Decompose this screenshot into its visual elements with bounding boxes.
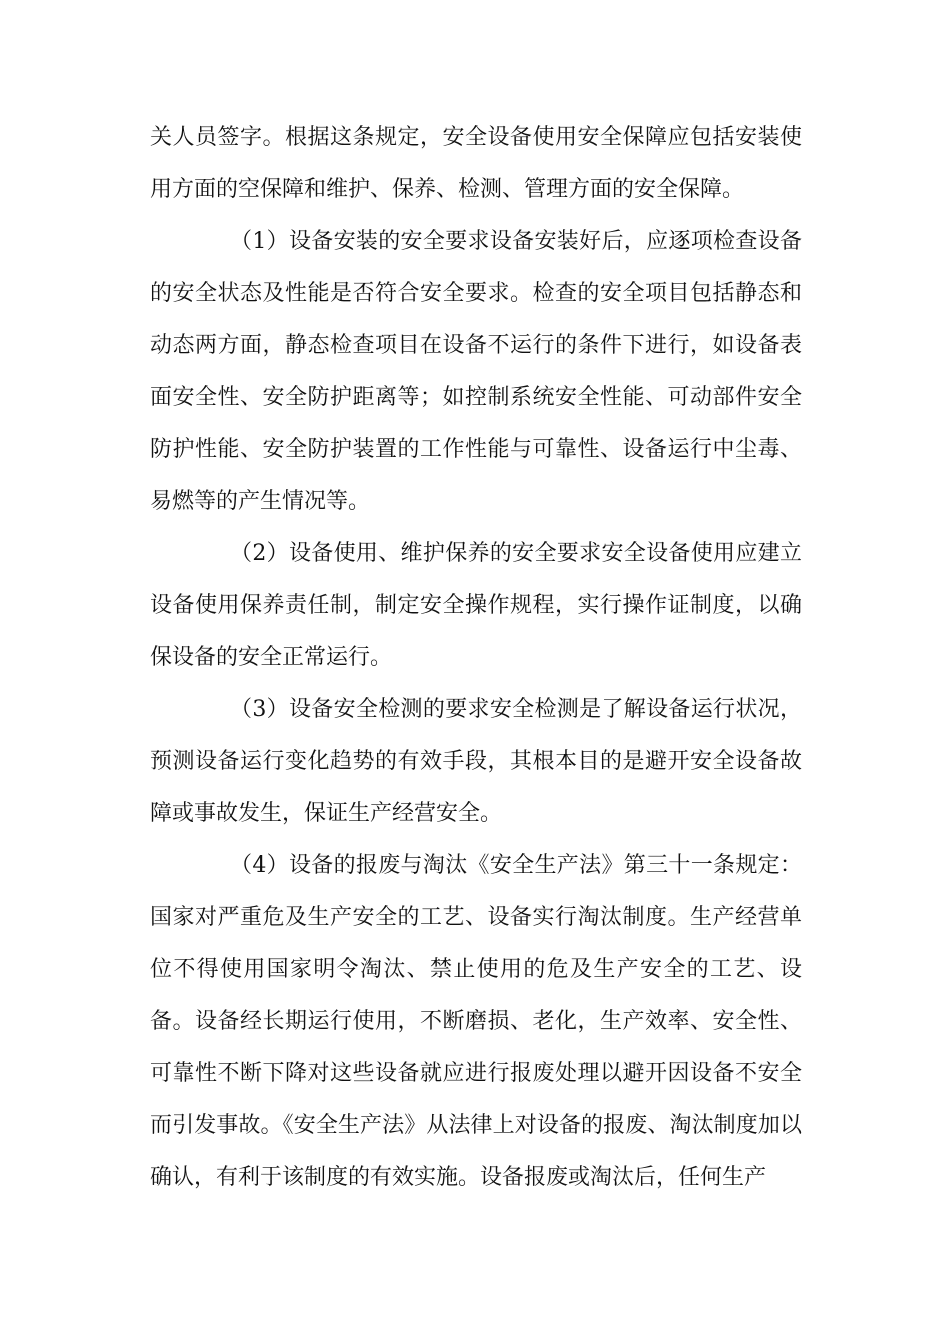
document-body [150,112,802,1204]
paragraph-3: （2）设备使用、维护保养的安全要求安全设备使用应建立设备使用保养责任制，制定安全操作规程，实行操作证制度，以确保设备的安全正常运行。 [150,541,802,670]
paragraph-2: （1）设备安装的安全要求设备安装好后，应逐项检查设备的安全状态及性能是否符合安全要求。检查的安全项目包括静态和动态两方面，静态检查项目在设备不运行的条件下进行，如设备表面安全性、安全防护距离等；如控制系统安全性能、可动部件安全防护性能、安全防护装置的工作性能与可靠性、设备运行中尘毒、易燃等的产生情况等。 [150,229,802,514]
paragraph-5: （4）设备的报废与淘汰《安全生产法》第三十一条规定：国家对严重危及生产安全的工艺、设备实行淘汰制度。生产经营单位不得使用国家明令淘汰、禁止使用的危及生产安全的工艺、设备。设备经长期运行使用，不断磨损、老化，生产效率、安全性、可靠性不断下降对这些设备就应进行报废处理以避开因设备不安全而引发事故。《安全生产法》从法律上对设备的报废、淘汰制度加以确认，有利于该制度的有效实施。设备报废或淘汰后，任何生产 [150,853,802,1190]
paragraph-1: 关人员签字。根据这条规定，安全设备使用安全保障应包括安装使用方面的空保障和维护、保养、检测、管理方面的安全保障。 [150,125,802,202]
paragraph-4: （3）设备安全检测的要求安全检测是了解设备运行状况，预测设备运行变化趋势的有效手段，其根本目的是避开安全设备故障或事故发生，保证生产经营安全。 [150,697,802,826]
